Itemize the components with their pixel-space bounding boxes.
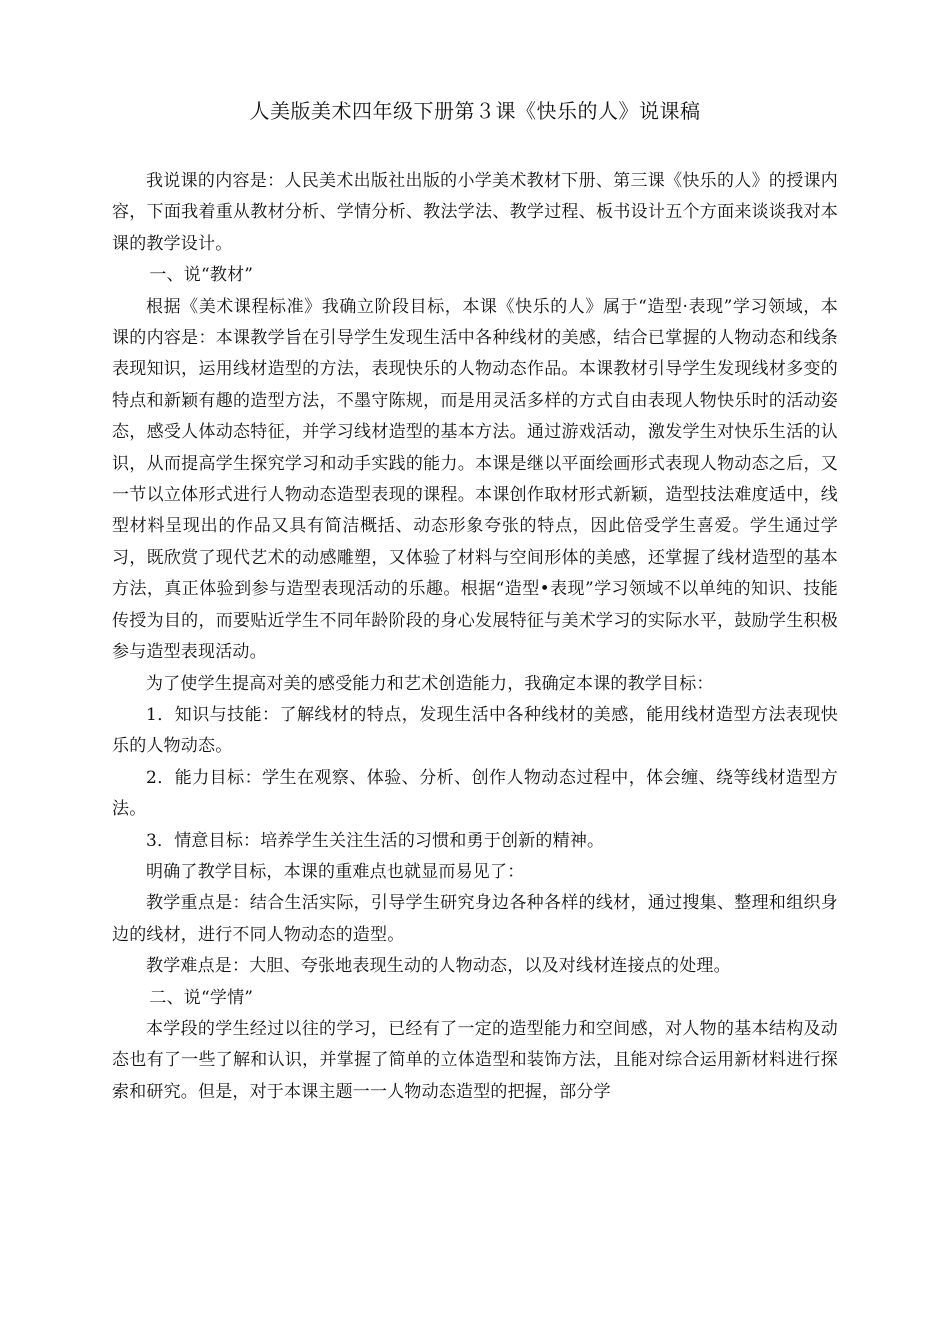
section-heading-textbook: 一、说“教材” [149, 265, 254, 286]
objective-knowledge-paragraph: 1．知识与技能：了解线材的特点，发现生活中各种线材的美感，能用线材造型方法表现快乐的人物动态。 [112, 704, 838, 757]
student-analysis-paragraph: 本学段的学生经过以往的学习，已经有了一定的造型能力和空间感，对人物的基本结构及动态也有了一些了解和认识，并掌握了简单的立体造型和装饰方法，且能对综合运用新材料进行探索和研究。但是，对于本课主题一一人物动态造型的把握，部分学 [112, 1018, 838, 1102]
document-title: 人美版美术四年级下册第３课《快乐的人》说课稿 [249, 99, 701, 123]
objective-emotion-paragraph: 3．情意目标：培养学生关注生活的习惯和勇于创新的精神。 [146, 830, 605, 851]
teaching-difficulty-paragraph: 教学难点是：大胆、夸张地表现生动的人物动态，以及对线材连接点的处理。 [146, 956, 731, 977]
objective-ability-paragraph: 2．能力目标：学生在观察、体验、分析、创作人物动态过程中，体会缠、绕等线材造型方法。 [112, 767, 838, 820]
intro-paragraph: 我说课的内容是：人民美术出版社出版的小学美术教材下册、第三课《快乐的人》的授课内容，下面我着重从教材分析、学情分析、教法学法、教学过程、板书设计五个方面来谈谈我对本课的教学设计。 [112, 171, 838, 254]
textbook-analysis-paragraph: 根据《美术课程标准》我确立阶段目标，本课《快乐的人》属于“造型·表现”学习领域，本课的内容是：本课教学旨在引导学生发现生活中各种线材的美感，结合已掌握的人物动态和线条表现知识，运用线材造型的方法，表现快乐的人物动态作品。本课教材引导学生发现线材多变的特点和新颖有趣的造型方法，不墨守陈规，而是用灵活多样的方式自由表现人物快乐时的活动姿态，感受人体动态特征，并学习线材造型的基本方法。通过游戏活动，激发学生对快乐生活的认识，从而提高学生探究学习和动手实践的能力。本课是继以平面绘画形式表现人物动态之后，又一节以立体形式进行人物动态造型表现的课程。本课创作取材形式新颖，造型技法难度适中，线型材料呈现出的作品又具有简洁概括、动态形象夸张的特点，因此倍受学生喜爱。学生通过学习，既欣赏了现代艺术的动感雕塑，又体验了材料与空间形体的美感，还掌握了线材造型的基本方法，真正体验到参与造型表现活动的乐趣。根据“造型•表现”学习领域不以单纯的知识、技能传授为目的，而要贴近学生不同年龄阶段的身心发展特征与美术学习的实际水平，鼓励学生积极参与造型表现活动。 [112, 296, 838, 663]
key-points-intro-paragraph: 明确了教学目标，本课的重难点也就显而易见了： [146, 861, 525, 882]
section-heading-students: 二、说“学情” [149, 987, 254, 1008]
objectives-intro-paragraph: 为了使学生提高对美的感受能力和艺术创造能力，我确定本课的教学目标： [146, 673, 714, 694]
teaching-focus-paragraph: 教学重点是：结合生活实际，引导学生研究身边各种各样的线材，通过搜集、整理和组织身边的线材，进行不同人物动态的造型。 [112, 893, 838, 945]
